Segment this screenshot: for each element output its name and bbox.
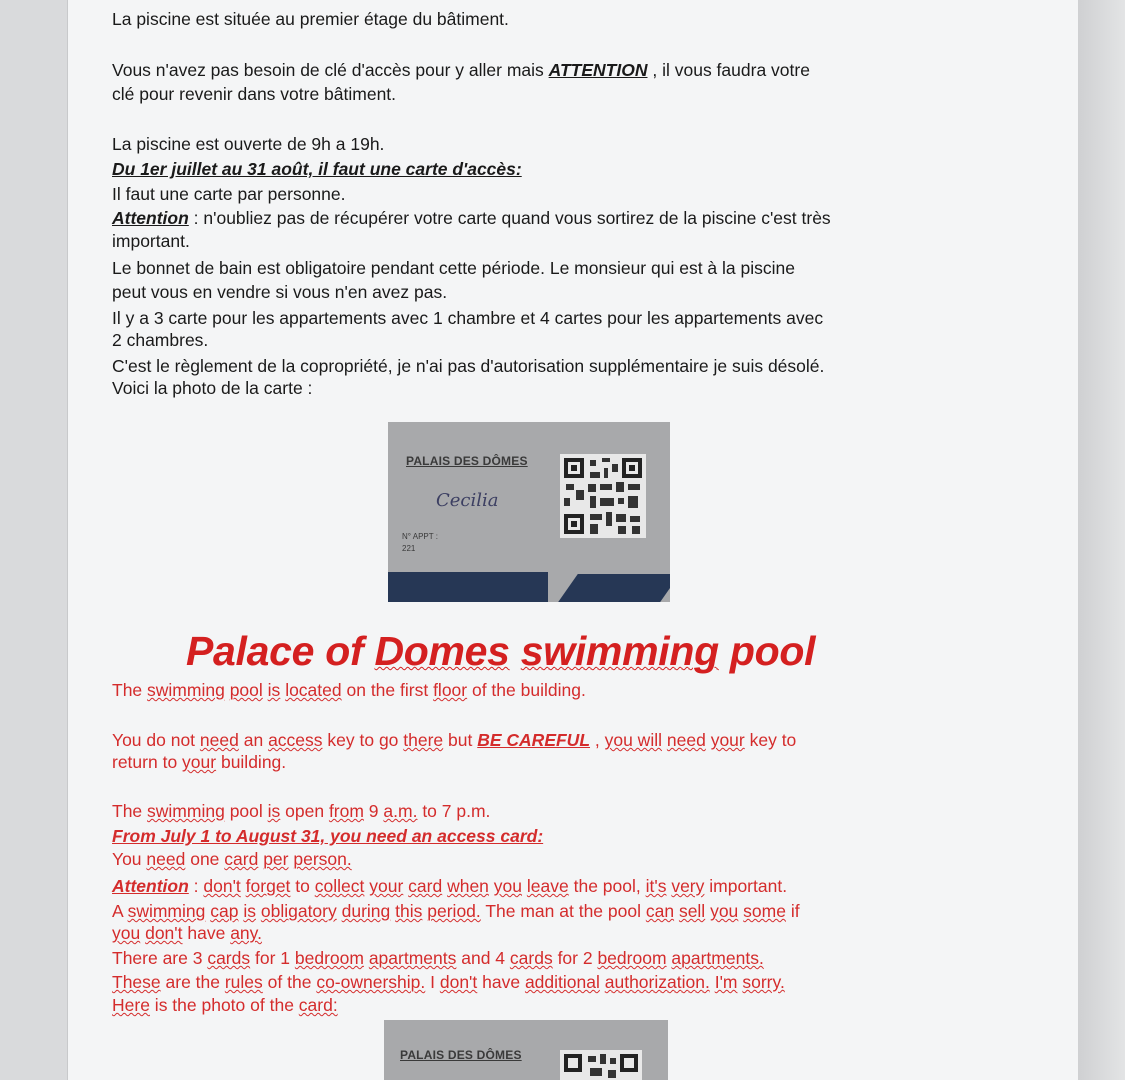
en-line-11: These are the rules of the co-ownership. I don't have additional authorization. I'm sorry. (112, 972, 785, 992)
fr-line-11: Il y a 3 carte pour les appartements avec 1 chambre et 4 cartes pour les appartements avec (112, 308, 824, 328)
en-line-6: You need one card per person. (112, 849, 352, 869)
en-be-careful: BE CAREFUL (477, 730, 591, 750)
fr-line-14: Voici la photo de la carte : (112, 378, 313, 398)
card-stripe (388, 572, 548, 602)
card-apt-number: 221 (402, 544, 416, 553)
card-stripe-right (558, 574, 670, 602)
en-line-9: you don't have any. (112, 923, 262, 943)
fr-line-12: 2 chambres. (112, 330, 209, 350)
en-line-3: return to your building. (112, 752, 287, 772)
fr-line-13: C'est le règlement de la copropriété, je n'ai pas d'autorisation supplémentaire je suis désolé. (112, 356, 825, 376)
fr-line-6: Il faut une carte par personne. (112, 184, 346, 204)
fr-line-3: clé pour revenir dans votre bâtiment. (112, 84, 397, 104)
en-line-5: From July 1 to August 31, you need an access card: (112, 826, 544, 846)
fr-attention: Attention (112, 208, 189, 228)
window-edge (1078, 0, 1125, 1080)
fr-line-4: La piscine est ouverte de 9h a 19h. (112, 134, 385, 154)
fr-line-10: peut vous en vendre si vous n'en avez pas. (112, 282, 448, 302)
access-card-photo-2 (384, 1020, 668, 1080)
en-line-12: Here is the photo of the card: (112, 995, 338, 1015)
en-line-1: The swimming pool is located on the first floor of the building. (112, 680, 586, 700)
en-line-4: The swimming pool is open from 9 a.m. to 7 p.m. (112, 801, 491, 821)
card-signature: Cecilia (436, 490, 499, 511)
en-line-2: You do not need an access key to go there but BE CAREFUL , you will need your key to (112, 730, 797, 750)
en-line-8: A swimming cap is obligatory during this period. The man at the pool can sell you some if (112, 901, 800, 921)
en-line-10: There are 3 cards for 1 bedroom apartments and 4 cards for 2 bedroom apartments. (112, 948, 764, 968)
fr-line-9: Le bonnet de bain est obligatoire pendant cette période. Le monsieur qui est à la piscine (112, 258, 795, 278)
en-line-7: Attention : don't forget to collect your card when you leave the pool, it's very important. (112, 876, 788, 896)
fr-line-2: Vous n'avez pas besoin de clé d'accès pour y aller mais ATTENTION , il vous faudra votre (112, 60, 810, 80)
access-card-photo (388, 422, 670, 602)
fr-attention-caps: ATTENTION (548, 60, 648, 80)
fr-line-5: Du 1er juillet au 31 août, il faut une carte d'accès: (112, 159, 522, 179)
qr-code-icon (560, 454, 646, 538)
english-title: Palace of Domes swimming pool (186, 628, 816, 674)
fr-line-1: La piscine est située au premier étage du bâtiment. (112, 9, 509, 29)
fr-line-7: Attention : n'oubliez pas de récupérer votre carte quand vous sortirez de la piscine c'est très (112, 208, 831, 228)
fr-line-8: important. (112, 231, 190, 251)
card-brand-2: PALAIS DES DÔMES (400, 1048, 522, 1062)
qr-code-icon-2 (560, 1050, 642, 1080)
en-attention: Attention (112, 876, 189, 896)
card-apt-label: N° APPT : (402, 532, 438, 541)
card-brand: PALAIS DES DÔMES (406, 454, 528, 468)
